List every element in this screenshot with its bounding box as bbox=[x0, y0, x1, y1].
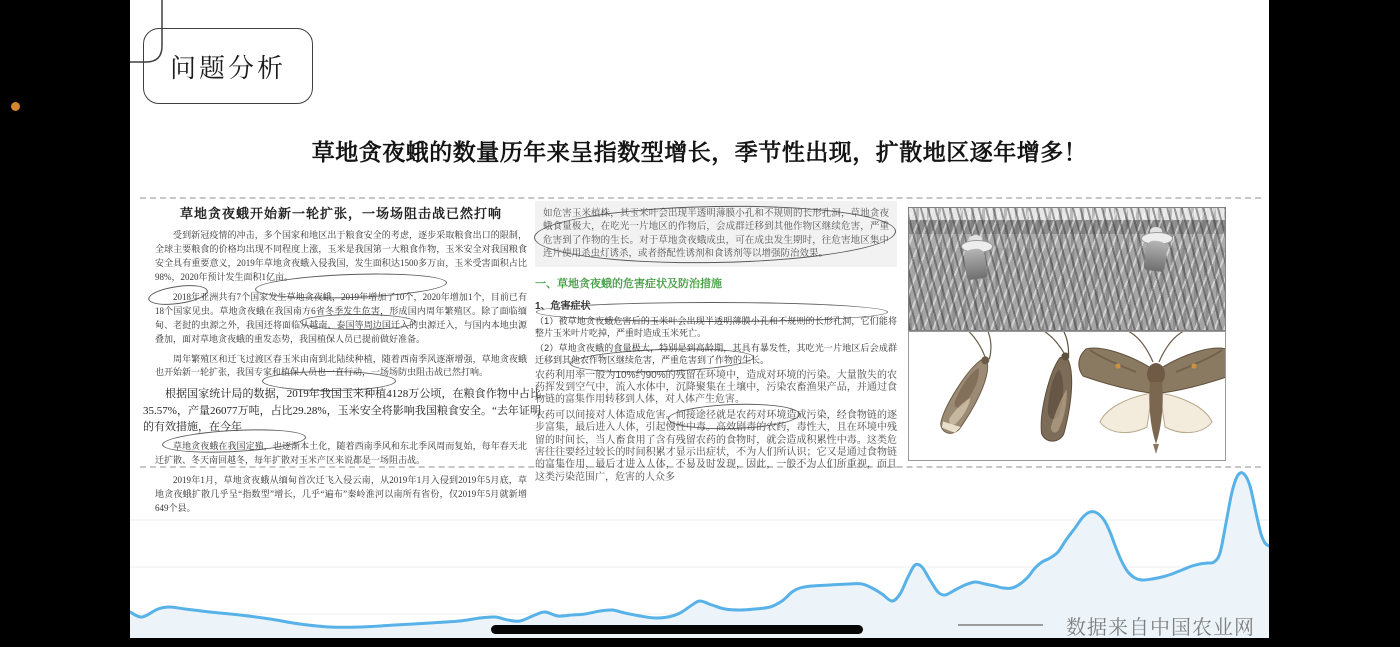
article-paragraph: 周年繁殖区和迁飞过渡区春玉米由南到北陆续种植，随着西南季风逐渐增强，草地贪夜蛾也开始新一轮扩张，我国专家和植保人员也一直行动，一场场防虫阻击战已然打响。 bbox=[155, 353, 527, 378]
section-title: 问题分析 bbox=[169, 52, 286, 83]
quoted-intro-block: 如危害玉米植株，其玉米叶会出现半透明薄膜小孔和不规则的长形孔洞，草地贪夜蛾食量极大，在吃光一片地区的作物后，会成群迁移到其他作物区继续危害，严重危害到了作物的生长。对于草地贪夜蛾成虫，可在成虫发生期时，往危害地区集中连片使用杀虫灯诱杀，或者搭配性诱剂和食诱剂等以增强防治效果。 bbox=[535, 201, 897, 267]
field-photo bbox=[908, 207, 1226, 331]
article-paragraph: 受到新冠疫情的冲击，多个国家和地区出于粮食安全的考虑，逐步采取粮食出口的限制，全球主要粮食的价格均出现不同程度上涨，玉米是我国第一大粮食作物，玉米安全对我国粮食安全具有重要意义，2019年草地贪夜蛾入侵我国，发生面积达1500多万亩，玉米受害面积占比98%，2020年预计发生面积1亿亩。 bbox=[155, 230, 527, 282]
moths-illustration bbox=[909, 332, 1225, 460]
article-paragraph-emphasis: 根据国家统计局的数据，2019年我国玉米种植4128万公顷，在粮食作物中占比35.57%，产量26077万吨，占比29.28%，玉米安全将影响我国粮食安全。“去年证明的有效措施，在今年 bbox=[143, 388, 541, 434]
article-paragraph: 2019年1月，草地贪夜蛾从缅甸首次迁飞入侵云南，从2019年1月入侵到2019年5月底，草地贪夜蛾扩散几乎呈“指数型”增长，几乎“遍布”秦岭淮河以南所有省份，仅2019年5月就新增649个县。 bbox=[155, 474, 527, 513]
presentation-slide bbox=[130, 0, 1269, 638]
farmer-figure bbox=[961, 240, 991, 284]
node-connector-line bbox=[130, 0, 190, 80]
source-legend-line bbox=[958, 624, 1043, 626]
slide-headline: 草地贪夜蛾的数量历年来呈指数型增长，季节性出现，扩散地区逐年增多！ bbox=[311, 139, 1088, 165]
article-paragraph: 草地贪夜蛾在我国定殖，也逐渐本土化，随着西南季风和东北季风周而复始，每年春天北迁扩散、冬天南回越冬，每年扩散对玉米产区来说都是一场阻击战。 bbox=[155, 440, 527, 465]
recording-dot bbox=[11, 102, 20, 111]
article-sub-heading: 1、危害症状 bbox=[535, 300, 591, 312]
dashed-border-top bbox=[140, 197, 1261, 199]
article-list-item: （1）被草地贪夜蛾危害后的玉米叶会出现半透明薄膜小孔和不规则的长形孔洞，它们能将整片玉米叶片吃掉，严重时造成玉米死亡。 bbox=[535, 315, 897, 338]
farmer-figure bbox=[1141, 232, 1171, 276]
home-indicator[interactable] bbox=[491, 625, 863, 634]
article-body-paragraph: 农药可以间接对人体造成危害。间接途径就是农药对环境造成污染，经食物链的逐步富集，最后进入人体，引起慢性中毒。高效剧毒的农药，毒性大，且在环境中残留的时间长，当人畜食用了含有残留农药的食物时，就会造成积累性中毒。这类危害往往要经过较长的时间积累才显示出症状，不为人们所认识；它又是通过食物链的富集作用，最后才进入人体，不易及时发现，因此，一般不为人们所重视，而且这类污染范围广，危害的人众多 bbox=[535, 409, 897, 483]
data-source-label: 数据来自中国农业网 bbox=[1066, 617, 1255, 638]
article-paragraph: 2018年亚洲共有7个国家发生草地贪夜蛾，2019年增加了10个，2020年增加1个，目前已有18个国家见虫。草地贪夜蛾在我国南方6省冬季发生危害，形成国内周年繁殖区。除了面临缅甸、老挝的虫源之外，我国还将面临从越南、泰国等周边国迁入的虫源迁入，与国内本地虫源叠加，面对草地贪夜蛾的重发态势，我国植保人员已提前做好准备。 bbox=[155, 291, 527, 344]
moth-specimens-photo bbox=[908, 331, 1226, 461]
article-title: 草地贪夜蛾开始新一轮扩张，一场场阻击战已然打响 bbox=[179, 206, 502, 221]
article-list-item: （2）草地贪夜蛾的食量极大，特别是到高龄期，其具有暴发性，其吃光一片地区后会成群迁移到其他农作物区继续危害，严重危害到了作物的生长。 bbox=[535, 343, 897, 365]
article-body-paragraph: 农药利用率一般为10%约90%的残留在环境中，造成对环境的污染。大量散失的农药挥发到空气中，流入水体中，沉降聚集在土壤中，污染农畜渔果产品，并通过食物链的富集作用转移到人体，对人体产生危害。 bbox=[535, 369, 897, 406]
article-section-heading: 一、草地贪夜蛾的危害症状及防治措施 bbox=[535, 277, 722, 290]
middle-article-clipping bbox=[535, 201, 897, 484]
